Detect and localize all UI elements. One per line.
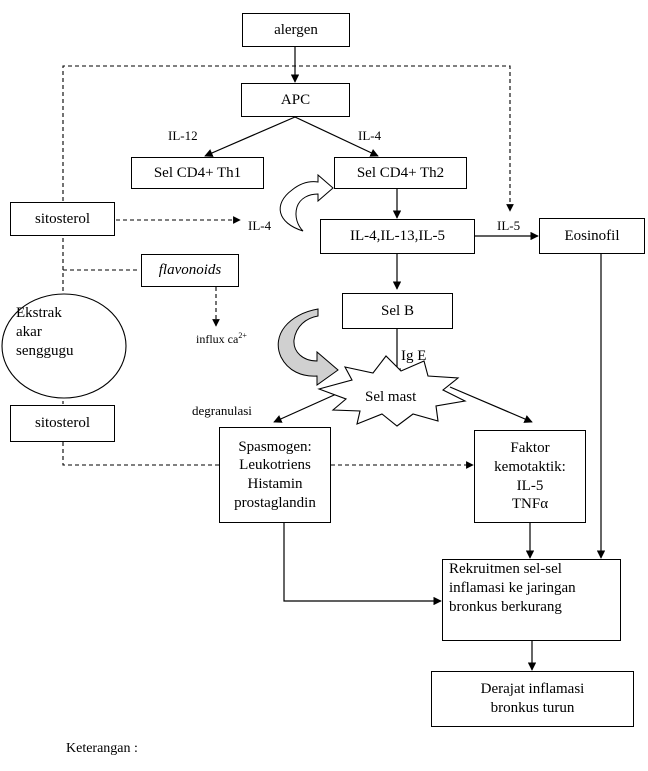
rekruitmen-line-3: bronkus berkurang <box>449 598 562 615</box>
edge-apc-th1 <box>205 117 295 156</box>
spasmogen-line-4: prostaglandin <box>234 494 316 511</box>
derajat-line-2: bronkus turun <box>490 700 575 716</box>
node-flavonoids: flavonoids <box>141 254 239 287</box>
rekruitmen-line-1: Rekruitmen sel-sel <box>449 561 562 577</box>
faktor-line-4: TNFα <box>511 496 549 513</box>
node-sel-mast: Sel mast <box>365 389 417 405</box>
rekruitmen-line-2: inflamasi ke jaringan <box>449 579 576 596</box>
ekstrak-line-3: senggugu <box>16 343 74 359</box>
node-rekruitmen <box>442 559 621 641</box>
legend-keterangan: Keterangan : <box>66 741 138 756</box>
label-il4-left: IL-4 <box>248 218 272 233</box>
node-derajat <box>431 671 634 727</box>
curved-arrow-selmast <box>278 309 338 385</box>
node-alergen: alergen <box>242 13 350 47</box>
node-th1: Sel CD4+ Th1 <box>131 157 264 189</box>
node-faktor <box>474 430 586 523</box>
spasmogen-line-3: Histamin <box>247 476 303 492</box>
node-spasmogen <box>219 427 331 523</box>
node-ekstrak <box>16 304 116 361</box>
node-apc: APC <box>241 83 350 117</box>
faktor-line-2: kemotaktik: <box>494 458 566 475</box>
label-ige: Ig E <box>401 348 427 364</box>
label-il4-top: IL-4 <box>358 128 382 143</box>
node-sel-b: Sel B <box>342 293 453 329</box>
label-influx-text: influx ca <box>196 332 239 346</box>
ekstrak-line-2: akar <box>16 324 42 340</box>
label-degranulasi: degranulasi <box>192 403 252 418</box>
ekstrak-line-1: Ekstrak <box>16 305 62 321</box>
spasmogen-line-1: Spasmogen: <box>238 438 312 455</box>
node-il-cluster: IL-4,IL-13,IL-5 <box>320 219 475 254</box>
edge-dashed-sitosterol-faktor <box>63 442 221 465</box>
node-sitosterol-top: sitosterol <box>10 202 115 236</box>
edge-spasmogen-rekruitmen <box>284 523 441 601</box>
derajat-line-1: Derajat inflamasi <box>480 681 585 698</box>
label-influx-sup: 2+ <box>238 331 247 340</box>
node-eosinofil: Eosinofil <box>539 218 645 254</box>
label-influx <box>196 331 247 347</box>
label-il5: IL-5 <box>497 218 521 233</box>
spasmogen-line-2: Leukotriens <box>239 457 311 474</box>
node-th2: Sel CD4+ Th2 <box>334 157 467 189</box>
edge-selmast-faktor <box>450 387 532 422</box>
node-sitosterol-bottom: sitosterol <box>10 405 115 442</box>
faktor-line-3: IL-5 <box>516 477 544 494</box>
faktor-line-1: Faktor <box>510 440 550 456</box>
label-il12: IL-12 <box>168 128 198 143</box>
